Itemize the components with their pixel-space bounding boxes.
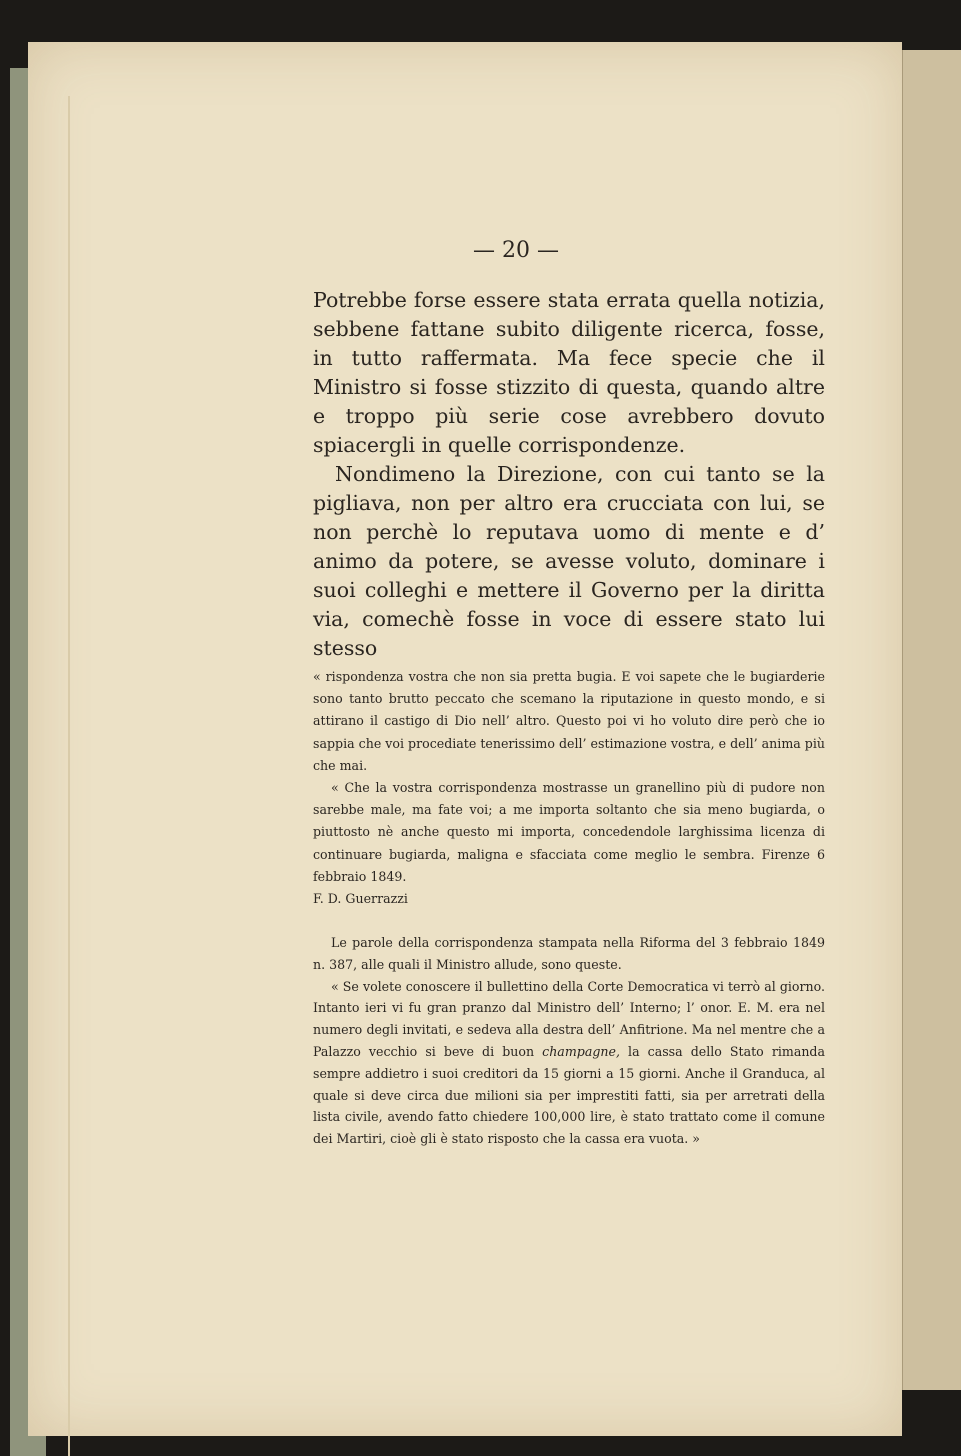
footnote-quote-part-1: « Se volete conoscere il bullettino della Corte Democratica vi terrò al giorno. Intanto ieri vi fu gran pranzo dal Ministro dell’ Interno; l’ onor. E. M. era nel numero degli invitati, e sedeva alla destra dell’ Anfitrione. Ma nel mentre che a Palazzo vecchio si beve di buon	[313, 978, 825, 1059]
page-number: — 20 —	[473, 238, 559, 263]
book-page	[28, 42, 902, 1436]
quoted-letter	[313, 666, 825, 910]
facing-page-edge	[902, 50, 961, 1390]
letter-signature: F. D. Guerrazzi	[313, 891, 408, 907]
footnote-quote	[313, 976, 825, 1150]
main-text	[313, 286, 825, 663]
footnote-intro: Le parole della corrispondenza stampata nella Riforma del 3 febbraio 1849 n. 387, alle quali il Ministro allude, sono queste.	[313, 935, 825, 972]
footnote-quote-part-2: la cassa dello Stato rimanda sempre addietro i suoi creditori da 15 giorni a 15 giorni. Anche il Granduca, al quale si deve circa due milioni sia per imprestiti fatti, sia per arretrati della lista civile, avendo fatto chiedere 100,000 lire, è stato trattato come il comune dei Martiri, cioè gli è stato risposto che la cassa era vuota. »	[313, 1043, 826, 1147]
footnote-quote-italic: champagne,	[542, 1043, 620, 1059]
main-paragraph-2: Nondimeno la Direzione, con cui tanto se la pigliava, non per altro era crucciata con lui, se non perchè lo reputava uomo di mente e d’ animo da potere, se avesse voluto, dominare i suoi colleghi e mettere il Governo per la diritta via, comechè fosse in voce di essere stato lui stesso	[313, 462, 825, 660]
page-fold-line	[68, 96, 70, 1456]
quoted-letter-paragraph-1: « rispondenza vostra che non sia pretta bugia. E voi sapete che le bugiarderie sono tanto brutto peccato che scemano la riputazione in questo mondo, e si attirano il castigo di Dio nell’ altro. Questo poi vi ho voluto dire però che io sappia che voi procediate tenerissimo dell’ estimazione vostra, e dell’ anima più che mai.	[313, 669, 825, 773]
main-paragraph-1: Potrebbe forse essere stata errata quella notizia, sebbene fattane subito diligente ricerca, fosse, in tutto raffermata. Ma fece specie che il Ministro si fosse stizzito di questa, quando altre e troppo più serie cose avrebbero dovuto spiacergli in quelle corrispondenze.	[313, 288, 825, 457]
footnote-block	[313, 932, 825, 1150]
quoted-letter-paragraph-2: « Che la vostra corrispondenza mostrasse un granellino più di pudore non sarebbe male, ma fate voi; a me importa soltanto che sia meno bugiarda, o piuttosto nè anche questo mi importa, concedendole larghissima licenza di continuare bugiarda, maligna e sfacciata come meglio le sembra. Firenze 6 febbraio 1849.	[313, 780, 825, 884]
